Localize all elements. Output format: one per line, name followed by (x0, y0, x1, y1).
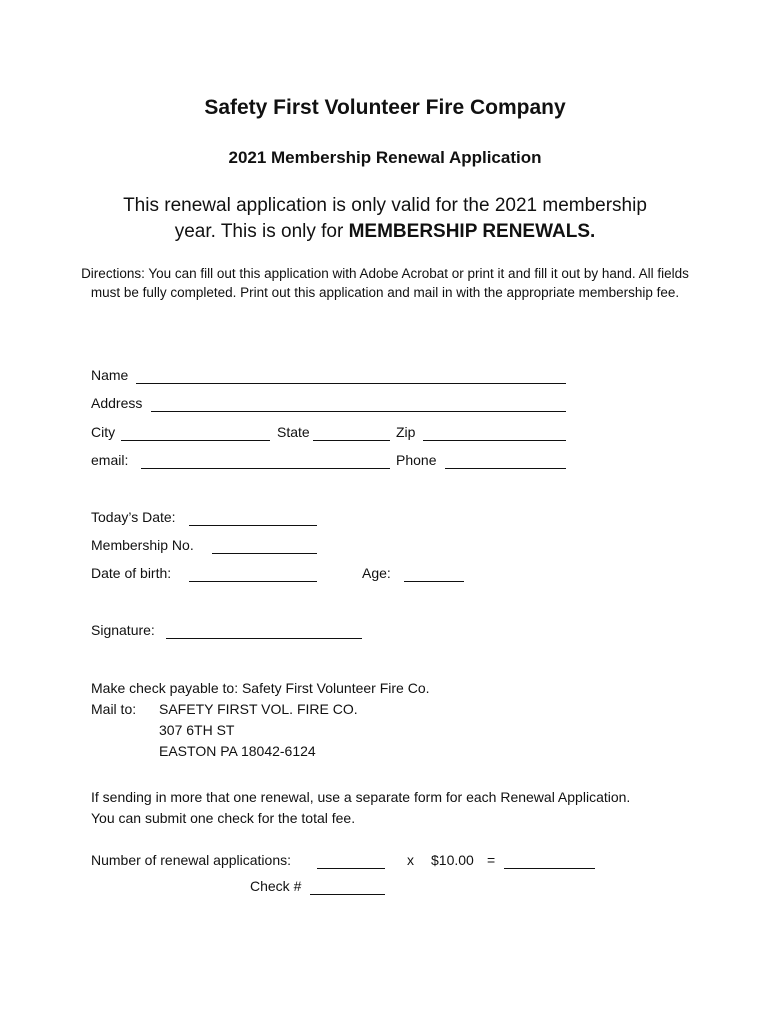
zip-line (423, 440, 566, 441)
check-number-label: Check # (250, 878, 302, 894)
address-label: Address (91, 395, 143, 411)
multiple-renewal-note: If sending in more that one renewal, use a separate form for each Renewal Application. (91, 789, 631, 805)
membership-no-input[interactable] (212, 537, 317, 553)
zip-input[interactable] (423, 424, 566, 440)
phone-input[interactable] (445, 452, 566, 468)
state-input[interactable] (313, 424, 390, 440)
membership-no-line (212, 553, 317, 554)
directions: Directions: You can fill out this application with Adobe Acrobat or print it and fill it out by hand. All fields must be fully completed. Print out this application and mail in with the appropriate membership fee. (81, 266, 689, 300)
mail-address-line-3: EASTON PA 18042-6124 (159, 743, 316, 759)
email-label: email: (91, 452, 129, 468)
check-number-line (310, 894, 385, 895)
notice-line-2-text: year. This is only for (174, 221, 349, 242)
zip-label: Zip (396, 424, 416, 440)
city-line (121, 440, 270, 441)
address-input[interactable] (151, 395, 566, 411)
phone-label: Phone (396, 452, 437, 468)
equals-sign: = (487, 852, 496, 868)
name-input[interactable] (136, 367, 566, 383)
state-label: State (277, 424, 310, 440)
age-label: Age: (362, 565, 391, 581)
signature-label: Signature: (91, 622, 155, 638)
single-check-note: You can submit one check for the total fee. (91, 810, 356, 826)
age-input[interactable] (404, 565, 464, 581)
mail-address-line-1: SAFETY FIRST VOL. FIRE CO. (159, 701, 358, 717)
state-line (313, 440, 390, 441)
dob-line (189, 581, 317, 582)
city-label: City (91, 424, 116, 440)
membership-no-label: Membership No. (91, 537, 194, 553)
todays-date-label: Today’s Date: (91, 509, 176, 525)
payable-text: Make check payable to: Safety First Volunteer Fire Co. (91, 680, 430, 696)
age-line (404, 581, 464, 582)
page-title: Safety First Volunteer Fire Company (204, 96, 566, 119)
total-line (504, 868, 595, 869)
multiply-sign: x (407, 852, 414, 868)
name-line (136, 383, 566, 384)
todays-date-line (189, 525, 317, 526)
mail-to-label: Mail to: (91, 701, 137, 717)
dob-input[interactable] (189, 565, 317, 581)
phone-line (445, 468, 566, 469)
todays-date-input[interactable] (189, 509, 317, 525)
signature-input[interactable] (166, 622, 362, 638)
num-applications-input[interactable] (317, 852, 385, 868)
page-subtitle: 2021 Membership Renewal Application (228, 148, 542, 167)
mail-address-line-2: 307 6TH ST (159, 722, 235, 738)
email-input[interactable] (141, 452, 390, 468)
notice-emphasis: MEMBERSHIP RENEWALS. (348, 221, 596, 242)
notice-line-2 (0, 219, 770, 245)
num-applications-label: Number of renewal applications: (91, 852, 291, 868)
fee-amount: $10.00 (431, 852, 474, 868)
renewal-notice (0, 193, 770, 245)
city-input[interactable] (121, 424, 270, 440)
dob-label: Date of birth: (91, 565, 172, 581)
signature-line (166, 638, 362, 639)
notice-line-1: This renewal application is only valid for the 2021 membership (123, 195, 647, 216)
total-input[interactable] (504, 852, 595, 868)
num-applications-line (317, 868, 385, 869)
name-label: Name (91, 367, 129, 383)
check-number-input[interactable] (310, 878, 385, 894)
address-line (151, 411, 566, 412)
email-line (141, 468, 390, 469)
